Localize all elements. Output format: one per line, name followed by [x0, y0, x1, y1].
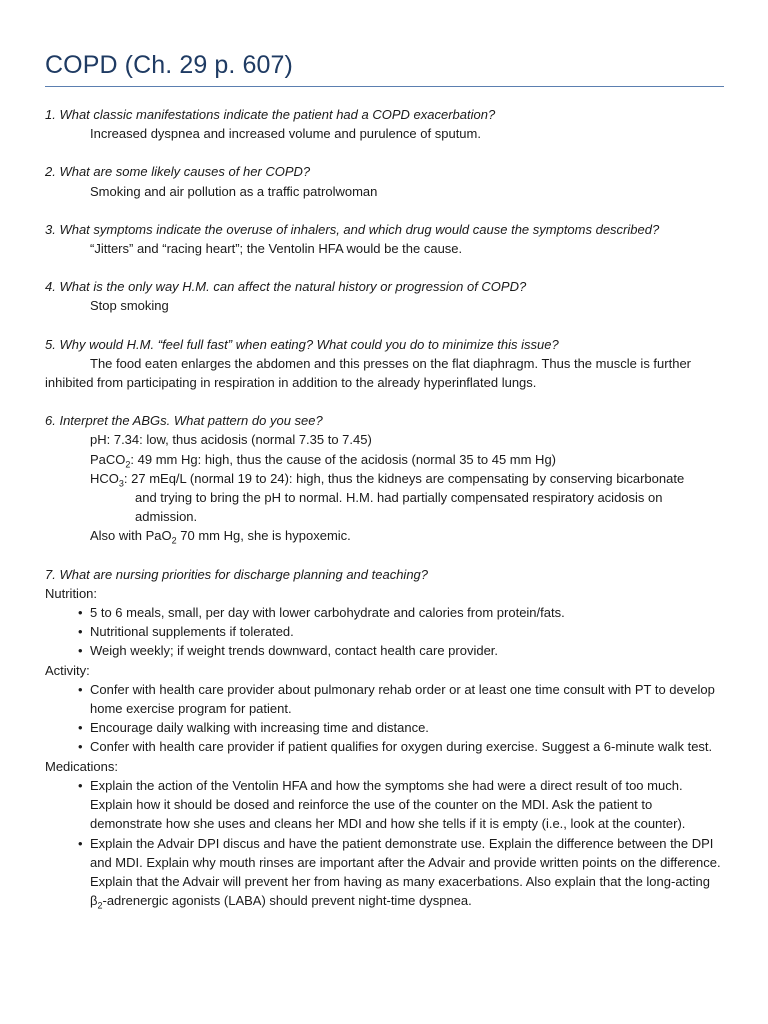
bullet-icon: •	[78, 739, 83, 755]
question-1: 1. What classic manifestations indicate the patient had a COPD exacerbation?	[45, 107, 496, 122]
question-4: 4. What is the only way H.M. can affect the natural history or progression of COPD?	[45, 279, 527, 295]
bullet-icon: •	[78, 605, 83, 621]
medications-list	[45, 776, 724, 910]
list-item: • Nutritional supplements if tolerated.	[45, 622, 724, 641]
list-item: • 5 to 6 meals, small, per day with lower carbohydrate and calories from protein/fats.	[45, 603, 724, 622]
bullet-icon: •	[78, 643, 83, 659]
list-item: • Encourage daily walking with increasing time and distance.	[45, 718, 724, 737]
abg-pao2: Also with PaO$_2$ 70 mm Hg, she is hypoxemic.	[90, 528, 351, 547]
answer-1: Increased dyspnea and increased volume and purulence of sputum.	[90, 126, 481, 142]
list-item: • Explain the action of the Ventolin HFA and how the symptoms she had were a direct result of too much. Explain how it should be dosed and reinforce the use of the counter on the MDI. Ask the patient to demonstrate how she uses and cleans her MDI and how she tells if it is empty (i.e., look at the counter).	[78, 777, 686, 832]
abg-ph: pH: 7.34: low, thus acidosis (normal 7.35 to 7.45)	[90, 432, 372, 448]
question-7: 7. What are nursing priorities for discharge planning and teaching?	[45, 566, 429, 582]
question-5: 5. Why would H.M. “feel full fast” when eating? What could you do to minimize this issue?	[45, 336, 559, 352]
nutrition-list	[45, 603, 724, 661]
bullet-icon: •	[78, 777, 83, 793]
list-item: • Confer with health care provider if patient qualifies for oxygen during exercise. Suggest a 6-minute walk test.	[45, 737, 724, 756]
question-2: 2. What are some likely causes of her COPD?	[45, 164, 311, 180]
section-nutrition: Nutrition:	[45, 585, 98, 601]
list-item: • Confer with health care provider about pulmonary rehab order or at least one time consult with PT to develop home exercise program for patient.	[78, 681, 715, 717]
list-item: • Explain the Advair DPI discus and have the patient demonstrate use. Explain the difference between the DPI and MDI. Explain why mouth rinses are important after the Advair and provide written points on the difference. Explain that the Advair will prevent her from having as many exacerbations. Also explain that the long-acting $\beta_2$-adrenergic agonists (LABA) should prevent night-time dyspnea.	[78, 835, 721, 911]
title-divider	[45, 86, 724, 87]
activity-list	[45, 680, 724, 757]
abg-paco2: PaCO$_2$: 49 mm Hg: high, thus the cause of the acidosis (normal 35 to 45 mm Hg)	[90, 451, 557, 470]
answer-2: Smoking and air pollution as a traffic patrolwoman	[90, 183, 378, 199]
section-activity: Activity:	[45, 662, 90, 678]
answer-5: The food eaten enlarges the abdomen and this presses on the flat diaphragm. Thus the muscle is further inhibited from participating in respiration in addition to the already hyperinflated lungs.	[45, 355, 692, 391]
bullet-icon: •	[78, 681, 83, 697]
answer-4: Stop smoking	[90, 298, 169, 314]
bullet-icon: •	[78, 624, 83, 640]
abg-hco3-cont: and trying to bring the pH to normal. H.M. had partially compensated respiratory acidosis on	[135, 490, 663, 506]
question-6: 6. Interpret the ABGs. What pattern do you see?	[45, 413, 323, 429]
abg-hco3: $HCO_3$: 27 mEq/L (normal 19 to 24): high, thus the kidneys are compensating by conserving bicarbonate	[90, 470, 685, 489]
section-medications: Medications:	[45, 758, 118, 774]
answer-3: “Jitters” and “racing heart”; the Ventolin HFA would be the cause.	[90, 241, 463, 257]
bullet-icon: •	[78, 720, 83, 736]
abg-hco3-cont-2: admission.	[135, 509, 198, 525]
list-item: • Weigh weekly; if weight trends downward, contact health care provider.	[45, 641, 724, 660]
document-body	[45, 105, 724, 910]
page-title: COPD (Ch. 29 p. 607)	[45, 51, 293, 79]
bullet-icon: •	[78, 835, 83, 851]
question-3: 3. What symptoms indicate the overuse of inhalers, and which drug would cause the symptoms described?	[45, 221, 660, 237]
